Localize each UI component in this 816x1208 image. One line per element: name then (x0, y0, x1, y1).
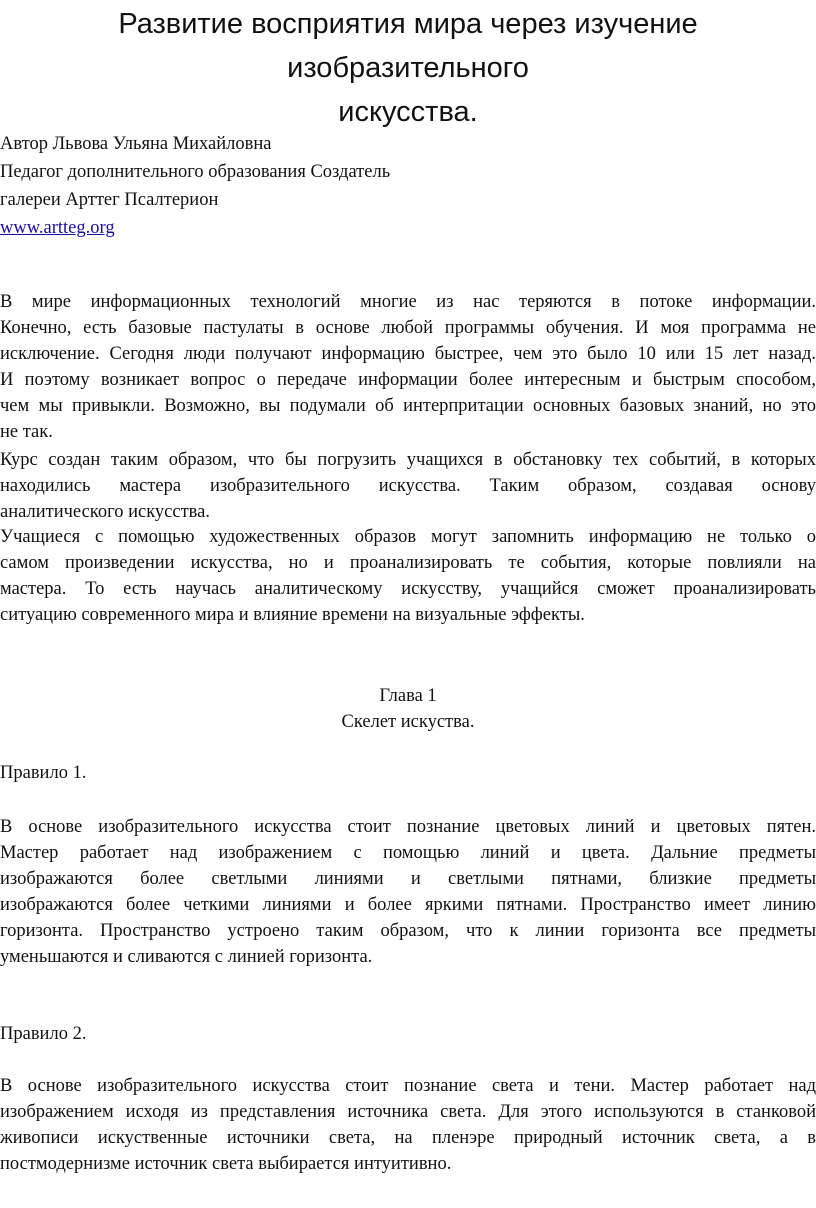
rule-2-paragraph (0, 1073, 816, 1177)
paragraph-line: В основе изобразительного искусства стоит познание цветовых линий и цветовых пятен. (0, 817, 816, 837)
rule-1-heading: Правило 1. (0, 763, 87, 783)
paragraph-line: горизонта. Пространство устроено таким образом, что к линии горизонта все предметы (0, 921, 816, 941)
paragraph-line: Конечно, есть базовые пастулаты в основе любой программы обучения. И моя программа не (0, 318, 816, 338)
title-line-2: искусства. (338, 96, 478, 128)
paragraph-line: Мастер работает над изображением с помощью линий и цвета. Дальние предметы (0, 843, 816, 863)
title-line-1: Развитие восприятия мира через изучение изобразительного (118, 8, 698, 84)
intro-paragraph-1 (0, 289, 816, 445)
website-link[interactable]: www.artteg.org (0, 218, 115, 238)
paragraph-line: самом произведении искусства, но и проанализировать те события, которые повлияли на (0, 553, 816, 573)
paragraph-line: постмодернизме источник света выбирается интуитивно. (0, 1154, 452, 1174)
paragraph-line: изображаются более светлыми линиями и светлыми пятнами, близкие предметы (0, 869, 816, 889)
rule-2-heading: Правило 2. (0, 1024, 87, 1044)
author-gallery: галереи Арттег Псалтерион (0, 190, 219, 210)
author-block (0, 130, 816, 242)
paragraph-line: находились мастера изобразительного искусства. Таким образом, создавая основу (0, 476, 816, 496)
document-title (0, 2, 816, 134)
paragraph-line: уменьшаются и сливаются с линией горизонта. (0, 947, 373, 967)
paragraph-line: изображаются более четкими линиями и более яркими пятнами. Пространство имеет линию (0, 895, 816, 915)
intro-paragraph-2 (0, 447, 816, 525)
paragraph-line: чем мы привыкли. Возможно, вы подумали об интерпритации основных базовых знаний, но это (0, 396, 816, 416)
paragraph-line: Курс создан таким образом, что бы погрузить учащихся в обстановку тех событий, в которых (0, 450, 816, 470)
author-position: Педагог дополнительного образования Создатель (0, 162, 391, 182)
paragraph-line: Учащиеся с помощью художественных образов могут запомнить информацию не только о (0, 527, 816, 547)
paragraph-line: не так. (0, 422, 53, 442)
rule-1-paragraph (0, 814, 816, 970)
paragraph-line: В основе изобразительного искусства стоит познание света и тени. Мастер работает над (0, 1076, 816, 1096)
paragraph-line: В мире информационных технологий многие из нас теряются в потоке информации. (0, 292, 816, 312)
paragraph-line: И поэтому возникает вопрос о передаче информации более интересным и быстрым способом, (0, 370, 816, 390)
chapter-label: Глава 1 (379, 686, 437, 706)
paragraph-line: мастера. То есть научась аналитическому искусству, учащийся сможет проанализировать (0, 579, 816, 599)
paragraph-line: аналитического искусства. (0, 502, 211, 522)
intro-paragraph-3 (0, 524, 816, 628)
author-name: Автор Львова Ульяна Михайловна (0, 134, 272, 154)
paragraph-line: изображением исходя из представления источника света. Для этого используются в станковой (0, 1102, 816, 1122)
paragraph-line: ситуацию современного мира и влияние времени на визуальные эффекты. (0, 605, 585, 625)
paragraph-line: живописи искуственные источники света, на пленэре природный источник света, а в (0, 1128, 816, 1148)
paragraph-line: исключение. Сегодня люди получают информацию быстрее, чем это было 10 или 15 лет назад. (0, 344, 816, 364)
chapter-subtitle: Скелет искуства. (341, 712, 475, 732)
